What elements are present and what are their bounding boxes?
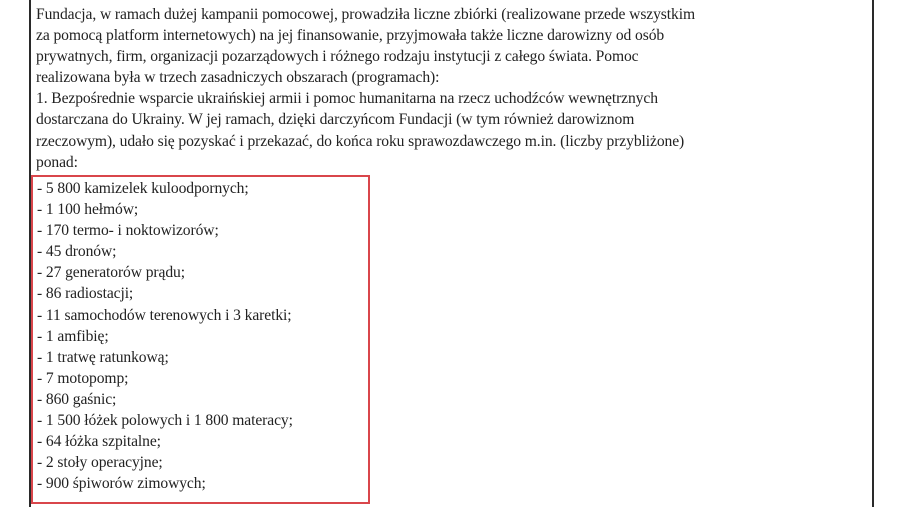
intro-line: prywatnych, firm, organizacji pozarządowych i różnego rodzaju instytucji z całego świata. Pomoc bbox=[36, 48, 639, 66]
list-item: - 64 łóżka szpitalne; bbox=[37, 433, 161, 451]
list-item: - 2 stoły operacyjne; bbox=[37, 454, 163, 472]
document-text bbox=[36, 4, 866, 173]
list-item: - 1 500 łóżek polowych i 1 800 materacy; bbox=[37, 412, 293, 430]
list-item: - 1 tratwę ratunkową; bbox=[37, 348, 169, 366]
list-item: - 86 radiostacji; bbox=[37, 285, 134, 303]
program-1-line: ponad: bbox=[36, 153, 78, 171]
list-item: - 1 100 hełmów; bbox=[37, 201, 139, 219]
page-right-border bbox=[872, 0, 874, 507]
program-1-line: dostarczana do Ukrainy. W jej ramach, dzięki darczyńcom Fundacji (w tym również darowiznom bbox=[36, 111, 635, 129]
intro-line: Fundacja, w ramach dużej kampanii pomocowej, prowadziła liczne zbiórki (realizowane przede wszystkim bbox=[36, 6, 695, 23]
list-item: - 27 generatorów prądu; bbox=[37, 264, 185, 282]
program-1-line: rzeczowym), udało się pozyskać i przekazać, do końca roku sprawozdawczego m.in. (liczby przybliżone) bbox=[36, 132, 685, 150]
list-item: - 5 800 kamizelek kuloodpornych; bbox=[37, 180, 249, 197]
list-item: - 11 samochodów terenowych i 3 karetki; bbox=[37, 306, 292, 324]
intro-line: za pomocą platform internetowych) na jej finansowanie, przyjmowała także liczne darowizny od osób bbox=[36, 27, 665, 45]
intro-line: realizowana była w trzech zasadniczych obszarach (programach): bbox=[36, 69, 440, 87]
list-item: - 860 gaśnic; bbox=[37, 390, 117, 408]
program-1-line: 1. Bezpośrednie wsparcie ukraińskiej armii i pomoc humanitarna na rzecz uchodźców wewnętrznych bbox=[36, 90, 658, 108]
list-item: - 900 śpiworów zimowych; bbox=[37, 475, 206, 493]
donation-list bbox=[37, 178, 293, 494]
list-item: - 45 dronów; bbox=[37, 243, 117, 261]
list-item: - 170 termo- i noktowizorów; bbox=[37, 222, 219, 240]
list-item: - 7 motopomp; bbox=[37, 369, 129, 387]
list-item: - 1 amfibię; bbox=[37, 327, 109, 345]
